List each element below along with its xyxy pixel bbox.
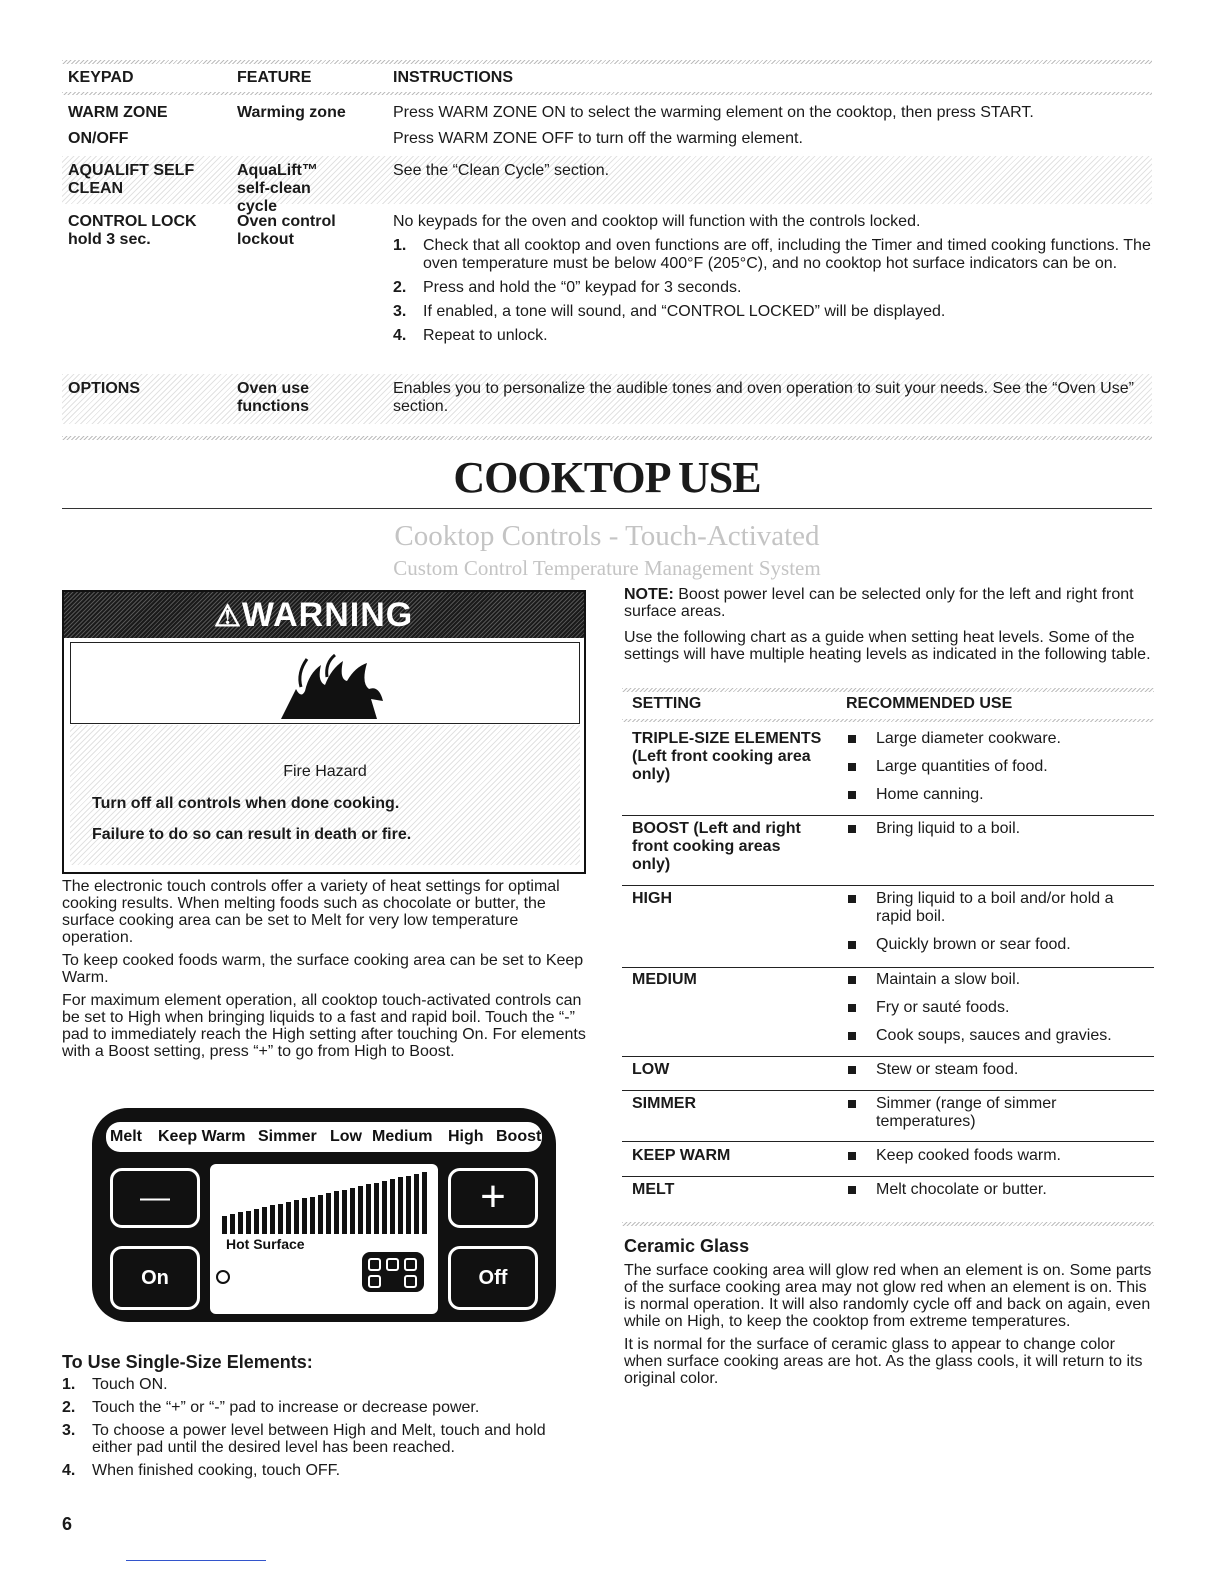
on-button[interactable]: On xyxy=(110,1246,200,1310)
table-row: HIGH Bring liquid to a boil and/or hold a rapid boil. Quickly brown or sear food. xyxy=(622,890,1154,968)
instructions-cell: Enables you to personalize the audible tones and oven operation to suit your needs. See the “Oven Use” section. xyxy=(393,380,1134,415)
plus-button[interactable]: + xyxy=(448,1168,538,1228)
keypad-label-line1: WARM ZONE xyxy=(68,104,168,121)
warning-triangle-icon: ⚠ xyxy=(214,600,242,633)
single-size-steps xyxy=(62,1376,582,1485)
level-bar xyxy=(422,1172,427,1234)
header-rule xyxy=(62,92,1152,95)
level-bar xyxy=(222,1216,227,1234)
table-top-rule xyxy=(62,60,1152,64)
table-row-aqualift xyxy=(62,156,1152,215)
hot-surface-indicator xyxy=(216,1270,230,1284)
level-bar xyxy=(342,1190,347,1234)
keypad-cell: CONTROL LOCK hold 3 sec. xyxy=(68,213,197,248)
paragraph: For maximum element operation, all cooktop touch-activated controls can be set to High when bringing liquids to a fast and rapid boil. Touch the “-” pad to immediately reach the High setting after touching On. For elements with a Boost setting, press “+” to go from High to Boost. xyxy=(62,992,586,1060)
level-bar xyxy=(310,1197,315,1234)
level-bar xyxy=(366,1184,371,1234)
instruction-line2: Press WARM ZONE OFF to turn off the warming element. xyxy=(393,130,803,147)
list-item: 3. To choose a power level between High and Melt, touch and hold either pad until the desired level has been reached. xyxy=(62,1422,546,1456)
warning-banner xyxy=(64,592,584,638)
table-top-rule xyxy=(622,688,1154,692)
instructions-cell xyxy=(393,213,1153,351)
level-bar xyxy=(286,1202,291,1234)
title-divider xyxy=(62,508,1152,509)
footer-rule xyxy=(126,1560,266,1561)
paragraph: To keep cooked foods warm, the surface cooking area can be set to Keep Warm. xyxy=(62,952,584,986)
control-lock-intro: No keypads for the oven and cooktop will function with the controls locked. xyxy=(393,213,921,230)
boost-note xyxy=(624,586,1154,620)
keypad-cell: OPTIONS xyxy=(68,380,141,397)
instruction-line1: Press WARM ZONE ON to select the warming element on the cooktop, then press START. xyxy=(393,104,1034,121)
level-bar xyxy=(390,1179,395,1234)
level-bar-graph xyxy=(222,1170,428,1234)
level-bar xyxy=(358,1186,363,1234)
off-button[interactable]: Off xyxy=(448,1246,538,1310)
level-label: Boost xyxy=(496,1128,542,1145)
warning-text-panel xyxy=(70,725,580,865)
table-row-warm-zone xyxy=(62,104,1152,154)
level-bar xyxy=(334,1191,339,1234)
hazard-label: Fire Hazard xyxy=(283,763,367,780)
table-row-options xyxy=(62,374,1152,424)
warning-box xyxy=(62,590,586,874)
sub-subtitle: Custom Control Temperature Management System xyxy=(393,556,821,580)
paragraph: The surface cooking area will glow red when an element is on. Some parts of the surface cooking area may not glow red when an element is on. This is normal operation. It will also randomly cycle off and back on again, even while on High, to keep the cooktop from extreme temperatures. xyxy=(624,1262,1152,1330)
level-bar xyxy=(318,1195,323,1234)
header-keypad: KEYPAD xyxy=(68,69,134,86)
table-row: SIMMER Simmer (range of simmer temperatures) xyxy=(622,1095,1154,1142)
table-row-control-lock xyxy=(62,213,1152,371)
level-bar xyxy=(230,1214,235,1234)
intro-text xyxy=(62,878,590,1066)
list-item: 2. Touch the “+” or “-” pad to increase or decrease power. xyxy=(62,1399,480,1416)
table-row: LOW Stew or steam food. xyxy=(622,1061,1154,1091)
note-label: NOTE: xyxy=(624,586,674,603)
level-label: High xyxy=(448,1128,484,1145)
warning-banner-text: ⚠WARNING xyxy=(214,596,414,634)
warning-line2: Failure to do so can result in death or fire. xyxy=(92,826,412,843)
level-bar xyxy=(246,1211,251,1234)
minus-button[interactable]: — xyxy=(110,1168,200,1228)
level-bar xyxy=(254,1209,259,1234)
level-bar xyxy=(262,1207,267,1234)
level-label: Keep Warm xyxy=(158,1128,246,1145)
paragraph: It is normal for the surface of ceramic glass to appear to change color when surface cooking areas are hot. As the glass cools, it will return to its original color. xyxy=(624,1336,1143,1387)
note-text: Boost power level can be selected only for the left and right front surface areas. xyxy=(624,586,1134,620)
table-row: MEDIUM Maintain a slow boil. Fry or sauté foods. Cook soups, sauces and gravies. xyxy=(622,971,1154,1057)
feature-cell: Oven control lockout xyxy=(237,213,336,248)
ceramic-text xyxy=(624,1262,1154,1393)
level-bar xyxy=(382,1181,387,1234)
table-row: TRIPLE-SIZE ELEMENTS (Left front cooking area only) Large diameter cookware. Large quantities of food. Home canning. xyxy=(622,730,1154,816)
warning-line1: Turn off all controls when done cooking. xyxy=(92,795,400,812)
keypad-label-line2: ON/OFF xyxy=(68,130,129,147)
table-row: MELT Melt chocolate or butter. xyxy=(622,1181,1154,1209)
subtitle: Cooktop Controls - Touch-Activated xyxy=(394,520,820,552)
keypad-cell: AQUALIFT SELF CLEAN xyxy=(68,162,195,197)
table-bottom-rule xyxy=(62,436,1152,440)
instructions-cell xyxy=(393,104,1153,148)
list-item: 3. If enabled, a tone will sound, and “CONTROL LOCKED” will be displayed. xyxy=(393,303,946,320)
level-bar xyxy=(374,1183,379,1234)
level-bar xyxy=(350,1188,355,1234)
flame-panel xyxy=(70,642,580,724)
digit-display xyxy=(362,1252,424,1292)
display-window xyxy=(210,1164,438,1314)
page-title: COOKTOP USE xyxy=(453,453,761,502)
table-bottom-rule xyxy=(622,1222,1154,1226)
header-feature: FEATURE xyxy=(237,69,312,86)
level-bar xyxy=(270,1205,275,1234)
control-lock-steps xyxy=(393,237,1153,345)
header-recommended-use: RECOMMENDED USE xyxy=(846,695,1013,712)
hot-surface-label: Hot Surface xyxy=(226,1236,305,1252)
power-level-scale xyxy=(106,1122,542,1152)
level-label: Simmer xyxy=(258,1128,317,1145)
chart-intro: Use the following chart as a guide when setting heat levels. Some of the settings will have multiple heating levels as indicated in the following table. xyxy=(624,629,1151,663)
fire-icon xyxy=(271,651,391,721)
page-number: 6 xyxy=(62,1514,73,1534)
level-bar xyxy=(294,1200,299,1234)
single-size-heading: To Use Single-Size Elements: xyxy=(62,1352,313,1372)
level-bar xyxy=(414,1174,419,1234)
header-setting: SETTING xyxy=(632,695,702,712)
table-row: KEEP WARM Keep cooked foods warm. xyxy=(622,1147,1154,1177)
ceramic-heading: Ceramic Glass xyxy=(624,1236,750,1256)
instructions-cell: See the “Clean Cycle” section. xyxy=(393,162,610,179)
feature-cell: Warming zone xyxy=(237,104,346,121)
level-bar xyxy=(406,1176,411,1234)
header-instructions: INSTRUCTIONS xyxy=(393,69,513,86)
level-label: Low xyxy=(330,1128,362,1145)
paragraph: The electronic touch controls offer a variety of heat settings for optimal cooking results. When melting foods such as chocolate or butter, the surface cooking area can be set to Melt for very low temperature operation. xyxy=(62,878,560,946)
level-bar xyxy=(398,1177,403,1234)
level-bar xyxy=(302,1198,307,1234)
level-bar xyxy=(278,1204,283,1234)
list-item: 2. Press and hold the “0” keypad for 3 seconds. xyxy=(393,279,742,296)
level-bar xyxy=(326,1193,331,1234)
settings-table-header xyxy=(622,695,1154,719)
level-bar xyxy=(238,1212,243,1234)
level-label: Medium xyxy=(372,1128,433,1145)
keypad-cell xyxy=(68,104,233,148)
table-row: BOOST (Left and right front cooking areas only) Bring liquid to a boil. xyxy=(622,820,1154,886)
level-label: Melt xyxy=(110,1128,142,1145)
feature-cell: AquaLift™ self-clean cycle xyxy=(237,162,318,215)
list-item: 1. Check that all cooktop and oven functions are off, including the Timer and timed cooking functions. The oven temperature must be below 400°F (205°C), and no cooktop hot surface indicators can be on. xyxy=(393,237,1151,272)
feature-cell: Oven use functions xyxy=(237,380,310,415)
list-item: 4. When finished cooking, touch OFF. xyxy=(62,1462,341,1479)
list-item: 1. Touch ON. xyxy=(62,1376,168,1393)
list-item: 4. Repeat to unlock. xyxy=(393,327,548,344)
control-panel-illustration xyxy=(92,1108,556,1322)
header-rule xyxy=(622,719,1154,722)
